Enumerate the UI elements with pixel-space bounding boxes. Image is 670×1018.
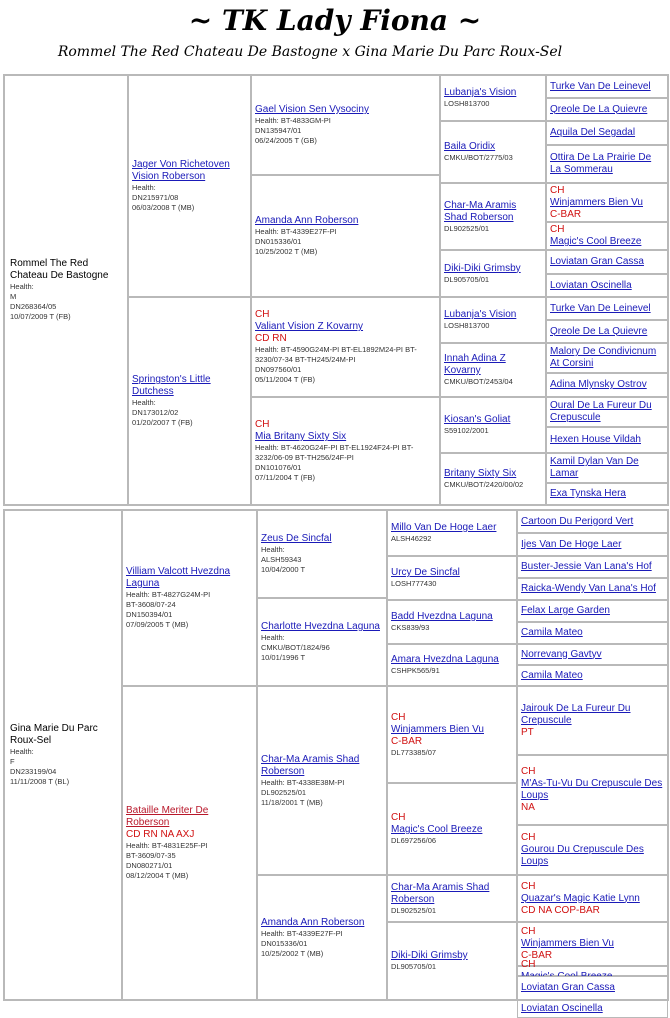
pedigree-g4-cell (546, 453, 668, 483)
dog-name-link[interactable]: Diki-Diki Grimsby (444, 262, 521, 274)
registration-number: DL905705/01 (444, 274, 490, 284)
dog-name-link[interactable]: Millo Van De Hoge Laer (391, 522, 497, 533)
dog-name-link[interactable]: Loviatan Oscinella (550, 279, 632, 291)
registration-number: DN173012/02 (132, 408, 179, 417)
dog-name-link[interactable]: Loviatan Oscinella (521, 1003, 603, 1014)
registration-number: DN097560/01 (255, 365, 302, 374)
pedigree-g3-cell (387, 556, 517, 600)
registration-number: DL773385/07 (391, 747, 437, 757)
health-info: Health: BT-4338E38M-PI (261, 777, 345, 787)
registration-number: S59102/2001 (444, 426, 489, 435)
test-date: 10/25/2002 T (MB) (261, 948, 324, 958)
pedigree-grandparent-cell (257, 510, 387, 598)
dog-titles: CH (521, 880, 536, 892)
dog-titles: CH (521, 959, 536, 970)
health-info: Health: BT-4833GM-PI (255, 116, 331, 125)
test-date: 07/09/2005 T (MB) (126, 620, 189, 629)
dog-name: Rommel The Red Chateau De Bastogne (10, 258, 109, 281)
pedigree-g3-cell (387, 644, 517, 686)
test-date: 06/03/2008 T (MB) (132, 203, 195, 212)
pedigree-g3-cell (387, 600, 517, 644)
pedigree-g4-cell (546, 427, 668, 453)
test-date: 10/01/1996 T (261, 653, 306, 662)
pedigree-g4-cell (517, 665, 668, 686)
registration-number: DN015336/01 (255, 237, 302, 246)
pedigree-g4-cell (546, 183, 668, 222)
dog-name-link[interactable]: Winjammers Bien Vu (550, 196, 643, 208)
registration-number: DL902525/01 (391, 905, 437, 915)
test-date: 10/07/2009 T (FB) (10, 312, 71, 321)
dog-name-link[interactable]: Cartoon Du Perigord Vert (521, 515, 634, 527)
dog-name-link[interactable]: Innah Adina Z Kovarny (444, 353, 506, 376)
pedigree-parent-cell (128, 297, 251, 505)
registration-number: DL902525/01 (261, 787, 307, 797)
dog-name-link[interactable]: Lubanja's Vision (444, 309, 517, 320)
pedigree-g4-cell (546, 98, 668, 121)
pedigree-g3-cell (440, 397, 546, 453)
pedigree-g4-cell (546, 297, 668, 320)
dog-name-link[interactable]: Turke Van De Leinevel (550, 302, 651, 314)
health-info: Health: (10, 282, 34, 291)
sire-pedigree (3, 74, 669, 506)
page-title: ~ TK Lady Fiona ~ (188, 4, 482, 37)
pedigree-g4-cell (517, 755, 668, 825)
registration-number: DL697256/06 (391, 836, 437, 845)
pedigree-g4-cell (517, 578, 668, 600)
health-info: Health: BT-4339E27F-PI (261, 928, 343, 938)
test-date: 10/04/2000 T (261, 565, 306, 574)
pedigree-parent-cell (122, 686, 257, 1000)
registration-number: CKS839/93 (391, 623, 430, 632)
registration-number: DN080271/01 (126, 861, 173, 870)
health-info: Health: (261, 545, 285, 554)
dog-name-link[interactable]: Char-Ma Aramis Shad Roberson (261, 753, 360, 777)
dog-name-link[interactable]: Magic's Cool Breeze (391, 824, 483, 835)
registration-number: DN015336/01 (261, 938, 308, 948)
health-extra: BT-3609/07-35 (126, 851, 176, 860)
pedigree-g3-cell (440, 183, 546, 250)
pedigree-g4-cell (517, 533, 668, 556)
pedigree-grandparent-cell (257, 598, 387, 686)
dog-name-link[interactable]: Quazar's Magic Katie Lynn (521, 892, 640, 904)
pedigree-g3-cell (440, 250, 546, 297)
dog-name-link[interactable]: Amanda Ann Roberson (255, 215, 359, 226)
dog-name-link[interactable]: Amanda Ann Roberson (261, 916, 365, 928)
pedigree-g4-cell (546, 145, 668, 183)
pedigree-grandparent-cell (251, 175, 440, 297)
dog-name-link[interactable]: M'As-Tu-Vu Du Crepuscule Des Loups (521, 778, 663, 801)
dog-name-link[interactable]: Britany Sixty Six (444, 468, 517, 479)
dog-name-link[interactable]: Buster-Jessie Van Lana's Hof (521, 561, 652, 572)
registration-number: CMKU/BOT/1824/96 (261, 643, 330, 652)
pedigree-g4-cell (546, 343, 668, 373)
dog-name-link[interactable]: Winjammers Bien Vu (521, 938, 614, 949)
test-date: 10/25/2002 T (MB) (255, 247, 318, 256)
health-info: Health: BT-4339E27F-PI (255, 227, 337, 236)
dog-name-link[interactable]: Gael Vision Sen Vysociny (255, 104, 369, 115)
sex-info: M (10, 292, 17, 301)
pedigree-g3-cell (387, 510, 517, 556)
pedigree-g4-cell (517, 622, 668, 644)
registration-number: CMKU/BOT/2420/00/02 (444, 480, 524, 489)
dog-name-link[interactable]: Badd Hvezdna Laguna (391, 611, 493, 622)
pedigree-g4-cell (517, 825, 668, 875)
registration-number: ALSH59343 (261, 555, 302, 564)
dog-name-link[interactable]: Kiosan's Goliat (444, 414, 511, 425)
dog-name-link[interactable]: Char-Ma Aramis Shad Roberson (444, 199, 517, 223)
test-date: 11/11/2008 T (BL) (10, 777, 70, 786)
pedigree-g4-cell (517, 959, 668, 976)
dog-title-suffix: PT (521, 726, 534, 738)
dog-name-link[interactable]: Ottira De La Prairie De La Sommerau (550, 152, 652, 175)
pedigree-g4-cell (546, 222, 668, 250)
dog-titles: CH (550, 224, 565, 235)
dog-title-suffix: CD RN (255, 333, 287, 344)
dog-name-link[interactable]: Baila Oridix (444, 141, 496, 152)
dog-name-link[interactable]: Qreole De La Quievre (550, 325, 648, 337)
registration-number: DN101076/01 (255, 463, 302, 472)
dog-name-link[interactable]: Zeus De Sincfal (261, 533, 332, 544)
pedigree-root-cell (4, 75, 128, 505)
registration-number: DL902525/01 (444, 223, 490, 233)
dog-name-link[interactable]: Magic's Cool Breeze (550, 236, 642, 247)
pedigree-parent-cell (128, 75, 251, 297)
dog-titles: CH (391, 711, 406, 723)
dog-titles: CH (521, 832, 536, 843)
dog-name-link[interactable]: Norrevang Gavtyv (521, 648, 602, 660)
health-info: Health: BT-4831E25F-PI (126, 841, 208, 850)
registration-number: DL905705/01 (391, 962, 437, 971)
test-date: 07/11/2004 T (FB) (255, 473, 316, 482)
dog-name-link[interactable]: Raicka-Wendy Van Lana's Hof (521, 583, 656, 594)
dog-title-suffix: C-BAR (550, 208, 582, 220)
pedigree-grandparent-cell (251, 75, 440, 175)
pedigree-g4-cell (546, 75, 668, 98)
dog-titles: CH (391, 812, 406, 823)
dog-name-link[interactable]: Bataille Meriter De Roberson (126, 805, 209, 828)
registration-number: DN268364/05 (10, 302, 57, 311)
pedigree-g4-cell (546, 250, 668, 274)
dog-title-suffix: CD RN NA AXJ (126, 829, 195, 840)
dog-name-link[interactable]: Adina Mlynsky Ostrov (550, 379, 647, 390)
dog-titles: CH (521, 926, 536, 937)
dog-name-link[interactable]: Gourou Du Crepuscule Des Loups (521, 844, 644, 867)
dog-name-link[interactable]: Qreole De La Quievre (550, 103, 648, 115)
dog-name-link[interactable]: Kamil Dylan Van De Lamar (550, 456, 639, 479)
dog-title-suffix: C-BAR (391, 735, 423, 747)
registration-number: DN215971/08 (132, 193, 179, 202)
dog-name-link[interactable]: Jager Von Richetoven Vision Roberson (132, 159, 230, 182)
pedigree-g3-cell (440, 343, 546, 397)
registration-number: CMKU/BOT/2775/03 (444, 153, 513, 162)
dog-name-link[interactable]: Hexen House Vildah (550, 434, 641, 445)
pedigree-g4-cell (546, 397, 668, 427)
pedigree-grandparent-cell (257, 875, 387, 1000)
registration-number: LOSH813700 (444, 99, 490, 108)
dog-name-link[interactable]: Char-Ma Aramis Shad Roberson (391, 881, 490, 905)
test-date: 01/20/2007 T (FB) (132, 418, 193, 427)
pedigree-g4-cell (517, 686, 668, 755)
registration-number: DN233199/04 (10, 767, 57, 776)
test-date: 05/11/2004 T (FB) (255, 375, 316, 384)
pedigree-g4-cell (517, 976, 668, 1000)
dog-name-link[interactable]: Lubanja's Vision (444, 87, 517, 98)
dog-title-suffix: NA (521, 802, 535, 813)
pedigree-root-cell (4, 510, 122, 1000)
dog-title-suffix: CD NA COP-BAR (521, 904, 600, 916)
pedigree-g4-cell (517, 644, 668, 665)
dog-name-link[interactable]: Amara Hvezdna Laguna (391, 654, 499, 665)
pedigree-g3-cell (387, 686, 517, 783)
dog-name-link[interactable]: Aquila Del Segadal (550, 127, 636, 138)
pedigree-grandparent-cell (257, 686, 387, 875)
health-info: Health: BT-4590G24M-PI BT-EL1892M24-PI BT-3230/07-34 BT-TH245/24M-PI (255, 345, 417, 364)
registration-number: CMKU/BOT/2453/04 (444, 377, 513, 386)
dog-name-link[interactable]: Villiam Valcott Hvezdna Laguna (126, 566, 231, 589)
page-subtitle: Rommel The Red Chateau De Bastogne x Gina Marie Du Parc Roux-Sel (57, 44, 563, 60)
dog-name-link[interactable]: Springston's Little Dutchess (132, 374, 211, 397)
pedigree-g4-cell (517, 510, 668, 533)
pedigree-g3-cell (440, 121, 546, 183)
pedigree-parent-cell (122, 510, 257, 686)
dog-name-link[interactable]: Ijes Van De Hoge Laer (521, 538, 622, 550)
pedigree-g3-cell (387, 875, 517, 922)
dam-pedigree (3, 509, 669, 1014)
pedigree-g3-cell (440, 297, 546, 343)
pedigree-g4-cell (517, 1000, 668, 1018)
dog-name-link[interactable]: Winjammers Bien Vu (391, 723, 484, 735)
registration-number: DN135947/01 (255, 126, 302, 135)
pedigree-g3-cell (440, 453, 546, 505)
dog-name-link[interactable]: Felax Large Garden (521, 605, 610, 616)
sex-info: F (10, 757, 15, 766)
test-date: 08/12/2004 T (MB) (126, 871, 189, 880)
health-info: Health: BT-4827G24M-PI (126, 590, 211, 599)
health-info: Health: (261, 633, 285, 642)
test-date: 06/24/2005 T (GB) (255, 136, 317, 145)
dog-name-link[interactable]: Urcy De Sincfal (391, 567, 460, 578)
dog-title-suffix: C-BAR (521, 950, 553, 961)
pedigree-g3-cell (387, 922, 517, 1000)
pedigree-grandparent-cell (251, 397, 440, 505)
pedigree-g3-cell (440, 75, 546, 121)
dog-name-link[interactable]: Exa Tynska Hera (550, 488, 626, 499)
health-info: Health: (132, 398, 156, 407)
registration-number: DN150394/01 (126, 610, 173, 619)
dog-titles: CH (550, 184, 565, 196)
health-info: Health: (132, 183, 156, 192)
pedigree-g3-cell (387, 783, 517, 875)
pedigree-g4-cell (546, 483, 668, 505)
registration-number: LOSH777430 (391, 579, 437, 588)
dog-name-link[interactable]: Oural De La Fureur Du Crepuscule (550, 400, 652, 423)
dog-name-link[interactable]: Turke Van De Leinevel (550, 80, 651, 92)
dog-name-link[interactable]: Mia Britany Sixty Six (255, 431, 347, 442)
dog-name-link[interactable]: Loviatan Gran Cassa (550, 256, 644, 267)
dog-name-link[interactable]: Diki-Diki Grimsby (391, 950, 468, 961)
dog-name-link[interactable]: Camila Mateo (521, 627, 583, 638)
dog-name-link[interactable]: Loviatan Gran Cassa (521, 982, 615, 993)
pedigree-g4-cell (546, 274, 668, 297)
dog-name-link[interactable]: Charlotte Hvezdna Laguna (261, 621, 380, 632)
registration-number: CSHPK565/91 (391, 666, 440, 675)
dog-name-link[interactable]: Malory De Condivicnum At Corsini (550, 346, 657, 369)
pedigree-g4-cell (546, 121, 668, 145)
health-info: Health: (10, 747, 34, 756)
pedigree-g4-cell (517, 875, 668, 922)
test-date: 11/18/2001 T (MB) (261, 797, 323, 807)
pedigree-g4-cell (546, 373, 668, 397)
dog-titles: CH (255, 419, 270, 430)
pedigree-g4-cell (517, 556, 668, 578)
health-extra: BT-3608/07-24 (126, 600, 176, 609)
registration-number: ALSH46292 (391, 534, 432, 543)
pedigree-g4-cell (517, 600, 668, 622)
registration-number: LOSH813700 (444, 321, 490, 330)
dog-titles: CH (521, 766, 536, 777)
pedigree-g4-cell (546, 320, 668, 343)
dog-name-link[interactable]: Jairouk De La Fureur Du Crepuscule (521, 702, 631, 726)
dog-name-link[interactable]: Valiant Vision Z Kovarny (255, 321, 364, 332)
dog-name: Gina Marie Du Parc Roux-Sel (10, 723, 98, 746)
health-info: Health: BT-4620G24F-PI BT-EL1924F24-PI BT-3232/06-09 BT-TH256/24F-PI (255, 443, 414, 462)
pedigree-grandparent-cell (251, 297, 440, 397)
dog-titles: CH (255, 309, 270, 320)
dog-name-link[interactable]: Camila Mateo (521, 669, 583, 681)
